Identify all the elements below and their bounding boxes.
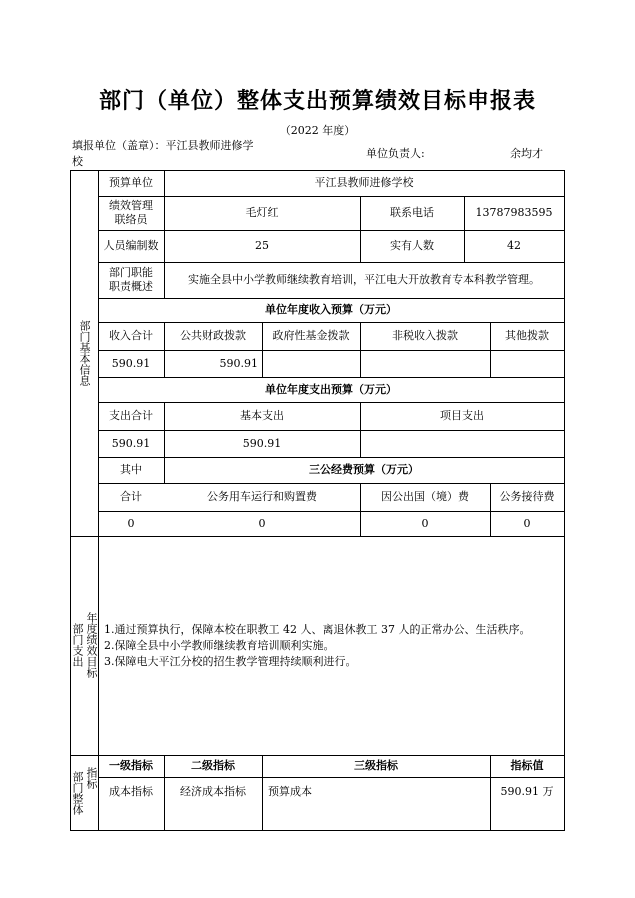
indicator-cell: 成本指标 [109, 785, 153, 798]
three-funds-value: 0 [523, 516, 531, 530]
page-title: 部门（单位）整体支出预算绩效目标申报表 [98, 89, 536, 114]
three-funds-value: 0 [258, 516, 266, 530]
income-header: 公共财政拨款 [180, 329, 246, 342]
income-value: 590.91 [111, 356, 151, 370]
annual-goals [104, 622, 564, 670]
income-value [360, 350, 490, 377]
report-year: （2022 年度） [279, 124, 356, 137]
goal-item: 3.保障电大平江分校的招生教学管理持续顺利进行。 [104, 655, 357, 668]
indicator-header: 一级指标 [109, 759, 153, 772]
three-funds-value: 0 [127, 516, 135, 530]
three-funds-header: 因公出国（境）费 [381, 490, 469, 503]
indicator-header: 三级指标 [354, 759, 398, 772]
phone-value: 13787983595 [475, 206, 553, 219]
three-funds-header: 公务接待费 [499, 490, 555, 503]
expense-heading: 单位年度支出预算（万元） [265, 382, 397, 396]
expense-value: 590.91 [242, 436, 282, 450]
fill-unit-label: 填报单位（盖章）：平江县教师进修学 [72, 139, 254, 152]
actual-count-value: 42 [507, 239, 521, 252]
three-funds-heading: 三公经费预算（万元） [309, 463, 419, 476]
income-heading: 单位年度收入预算（万元） [265, 303, 397, 316]
budget-unit-value: 平江县教师进修学校 [314, 176, 414, 189]
unit-head-label: 单位负责人: [366, 147, 425, 160]
three-funds-value: 0 [421, 516, 429, 530]
income-header: 其他拨款 [505, 329, 549, 342]
indicator-cell: 预算成本 [268, 785, 312, 798]
income-value: 590.91 [219, 356, 258, 370]
goal-item: 2.保障全县中小学教师继续教育培训顺利实施。 [104, 639, 335, 652]
indicator-header: 指标值 [510, 759, 544, 772]
section-basic-info-label: 部门基本信息 [78, 320, 91, 386]
section-indicator-label-b: 指标 [85, 767, 98, 789]
income-header: 政府性基金拨款 [272, 329, 350, 342]
section-dept-expense-label: 部门支出 [71, 623, 84, 667]
expense-header: 项目支出 [440, 409, 484, 422]
expense-header: 基本支出 [240, 409, 284, 422]
expense-value [360, 430, 564, 457]
income-value [262, 350, 360, 377]
indicator-cell: 590.91 万 [500, 785, 554, 798]
three-funds-prefix: 其中 [120, 463, 142, 476]
unit-head-value: 余均才 [510, 147, 543, 160]
staffing-label: 人员编制数 [103, 239, 159, 252]
duty-label: 部门职能职责概述 [109, 266, 153, 293]
actual-count-label: 实有人数 [390, 239, 434, 252]
duty-value: 实施全县中小学教师继续教育培训，平江电大开放教育专本科教学管理。 [188, 273, 540, 286]
budget-unit-label: 预算单位 [109, 176, 153, 189]
expense-header: 支出合计 [109, 409, 153, 422]
section-annual-goal-label: 年度绩效目标 [85, 612, 98, 678]
phone-label: 联系电话 [390, 206, 434, 219]
contact-value: 毛灯红 [245, 206, 279, 219]
staffing-value: 25 [255, 239, 269, 252]
contact-label: 绩效管理联络员 [109, 199, 153, 226]
income-header: 非税收入拨款 [392, 329, 458, 342]
fill-unit-label-cont: 校 [72, 155, 83, 168]
expense-value: 590.91 [111, 436, 151, 450]
three-funds-header: 合计 [120, 490, 142, 503]
income-value [490, 350, 564, 377]
indicator-header: 二级指标 [191, 759, 235, 772]
indicator-cell: 经济成本指标 [180, 785, 246, 798]
income-header: 收入合计 [109, 329, 153, 342]
goal-item: 1.通过预算执行，保障本校在职教工 42 人、离退休教工 37 人的正常办公、生活秩序。 [104, 623, 531, 636]
section-indicator-label-a: 部门整体 [71, 771, 84, 815]
three-funds-header: 公务用车运行和购置费 [207, 490, 317, 503]
